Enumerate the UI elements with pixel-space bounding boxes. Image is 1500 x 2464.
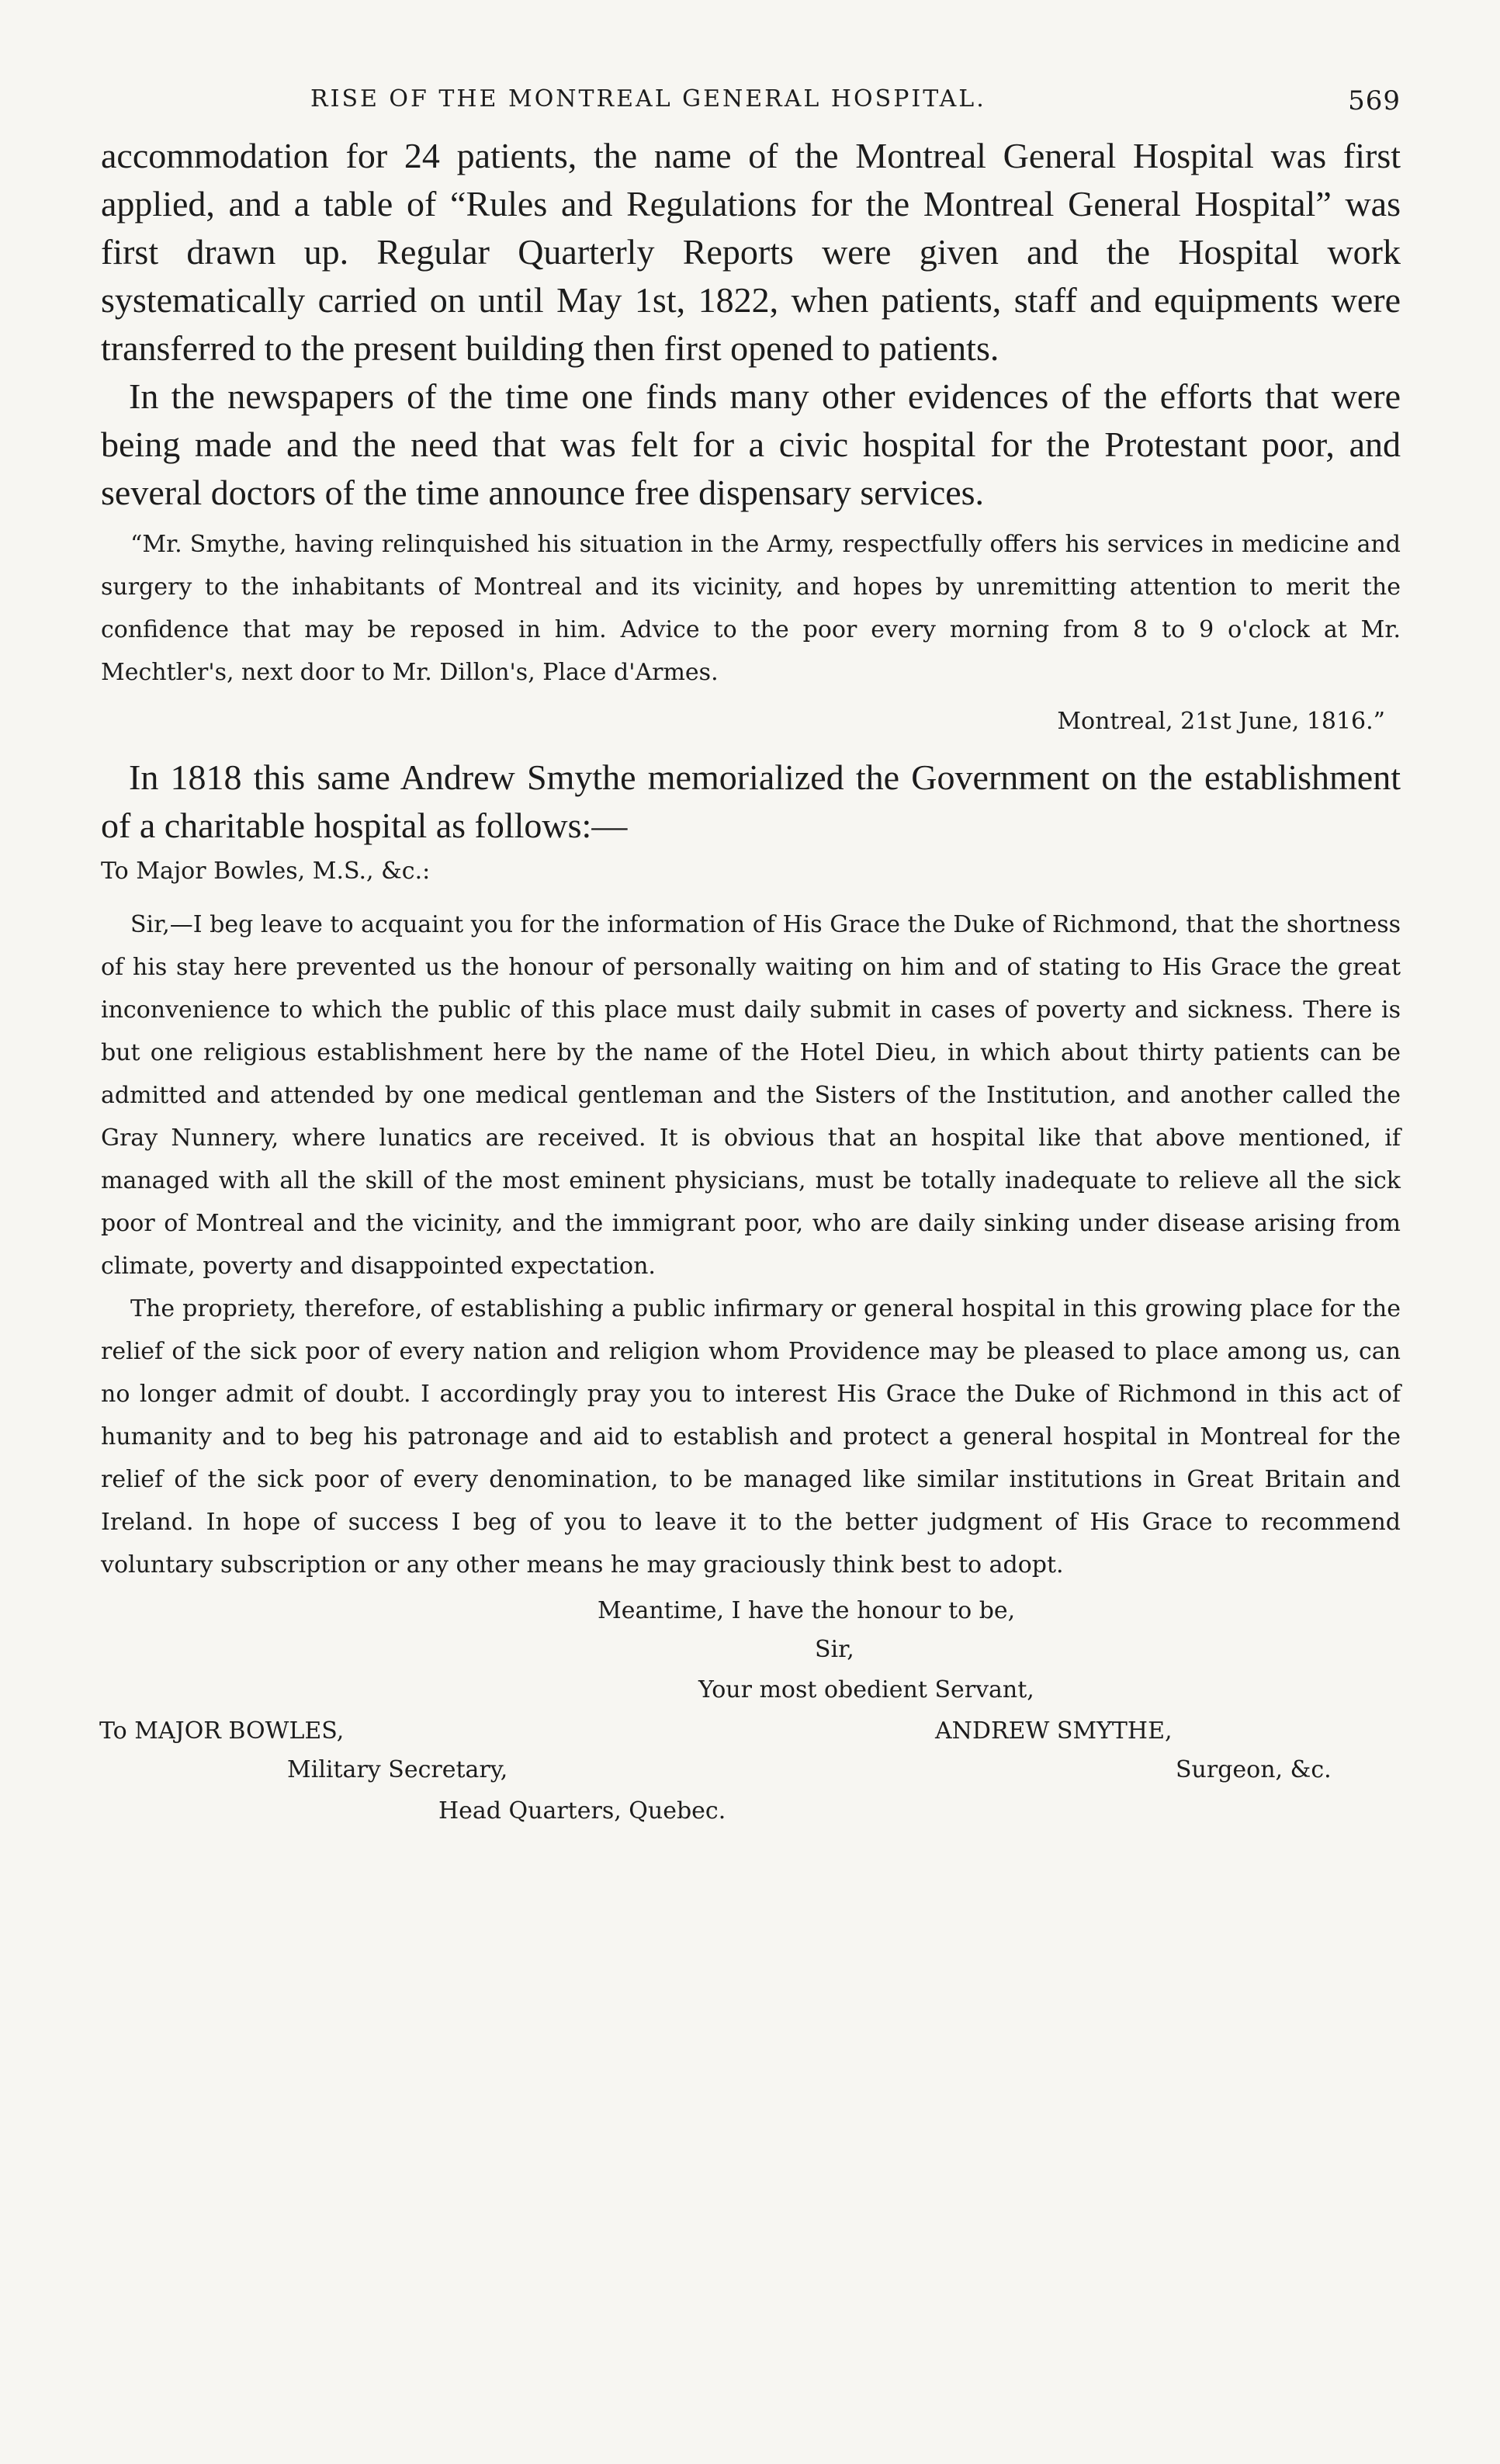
closing-to-major: To MAJOR BOWLES, [99, 1717, 345, 1745]
closing-head-quarters: Head Quarters, Quebec. [438, 1797, 726, 1825]
letter-addressee: To Major Bowles, M.S., &c.: [101, 858, 431, 885]
body-paragraph-3: In 1818 this same Andrew Smythe memorialized the Government on the establishment of a charitable hospital as follows:— [101, 757, 1401, 845]
closing-military-secretary: Military Secretary, [287, 1756, 508, 1783]
page-number: 569 [1348, 85, 1401, 116]
letter-closing [99, 1589, 1401, 1825]
closing-surgeon: Surgeon, &c. [1176, 1756, 1332, 1783]
closing-obedient: Your most obedient Servant, [698, 1676, 1034, 1703]
quote-signoff: Montreal, 21st June, 1816.” [1057, 708, 1385, 735]
body-paragraph-1: accommodation for 24 patients, the name of the Montreal General Hospital was first applied, and a table of “Rules and Regulations for the Montreal General Hospital” was first drawn up. Regular Quarterly Reports were given and the Hospital work systematically carried on until May 1st, 1822, when patients, staff and equipments were transferred to the present building then first opened to patients. [101, 136, 1401, 368]
signature-name: ANDREW SMYTHE, [935, 1717, 1173, 1745]
running-head [101, 85, 1401, 126]
newspaper-quote: “Mr. Smythe, having relinquished his situation in the Army, respectfully offers his services in medicine and surgery to the inhabitants of Montreal and its vicinity, and hopes by unremitting attention to merit the confidence that may be reposed in him. Advice to the poor every morning from 8 to 9 o'clock at Mr. Mechtler's, next door to Mr. Dillon's, Place d'Armes. [101, 531, 1401, 686]
closing-meantime: Meantime, I have the honour to be, [598, 1597, 1016, 1624]
body-paragraph-2: In the newspapers of the time one finds many other evidences of the efforts that were being made and the need that was felt for a civic hospital for the Protestant poor, and several doctors of the time announce free dispensary services. [101, 376, 1401, 512]
page [99, 85, 1401, 1825]
letter-paragraph-2: The propriety, therefore, of establishing a public infirmary or general hospital in this growing place for the relief of the sick poor of every nation and religion whom Providence may be pleased to place among us, can no longer admit of doubt. I accordingly pray you to interest His Grace the Duke of Richmond in this act of humanity and to beg his patronage and aid to establish and protect a general hospital in Montreal for the relief of the sick poor of every denomination, to be managed like similar institutions in Great Britain and Ireland. In hope of success I beg of you to leave it to the better judgment of His Grace to recommend voluntary subscription or any other means he may graciously think best to adopt. [101, 1295, 1401, 1579]
closing-sir: Sir, [815, 1636, 854, 1663]
letter-paragraph-1: Sir,—I beg leave to acquaint you for the information of His Grace the Duke of Richmond, that the shortness of his stay here prevented us the honour of personally waiting on him and of stating to His Grace the great inconvenience to which the public of this place must daily submit in cases of poverty and sickness. There is but one religious establishment here by the name of the Hotel Dieu, in which about thirty patients can be admitted and attended by one medical gentleman and the Sisters of the Institution, and another called the Gray Nunnery, where lunatics are received. It is obvious that an hospital like that above mentioned, if managed with all the skill of the most eminent physicians, must be totally inadequate to relieve all the sick poor of Montreal and the vicinity, and the immigrant poor, who are daily sinking under disease arising from climate, poverty and disappointed expectation. [101, 911, 1401, 1280]
running-title: RISE OF THE MONTREAL GENERAL HOSPITAL. [310, 85, 986, 113]
